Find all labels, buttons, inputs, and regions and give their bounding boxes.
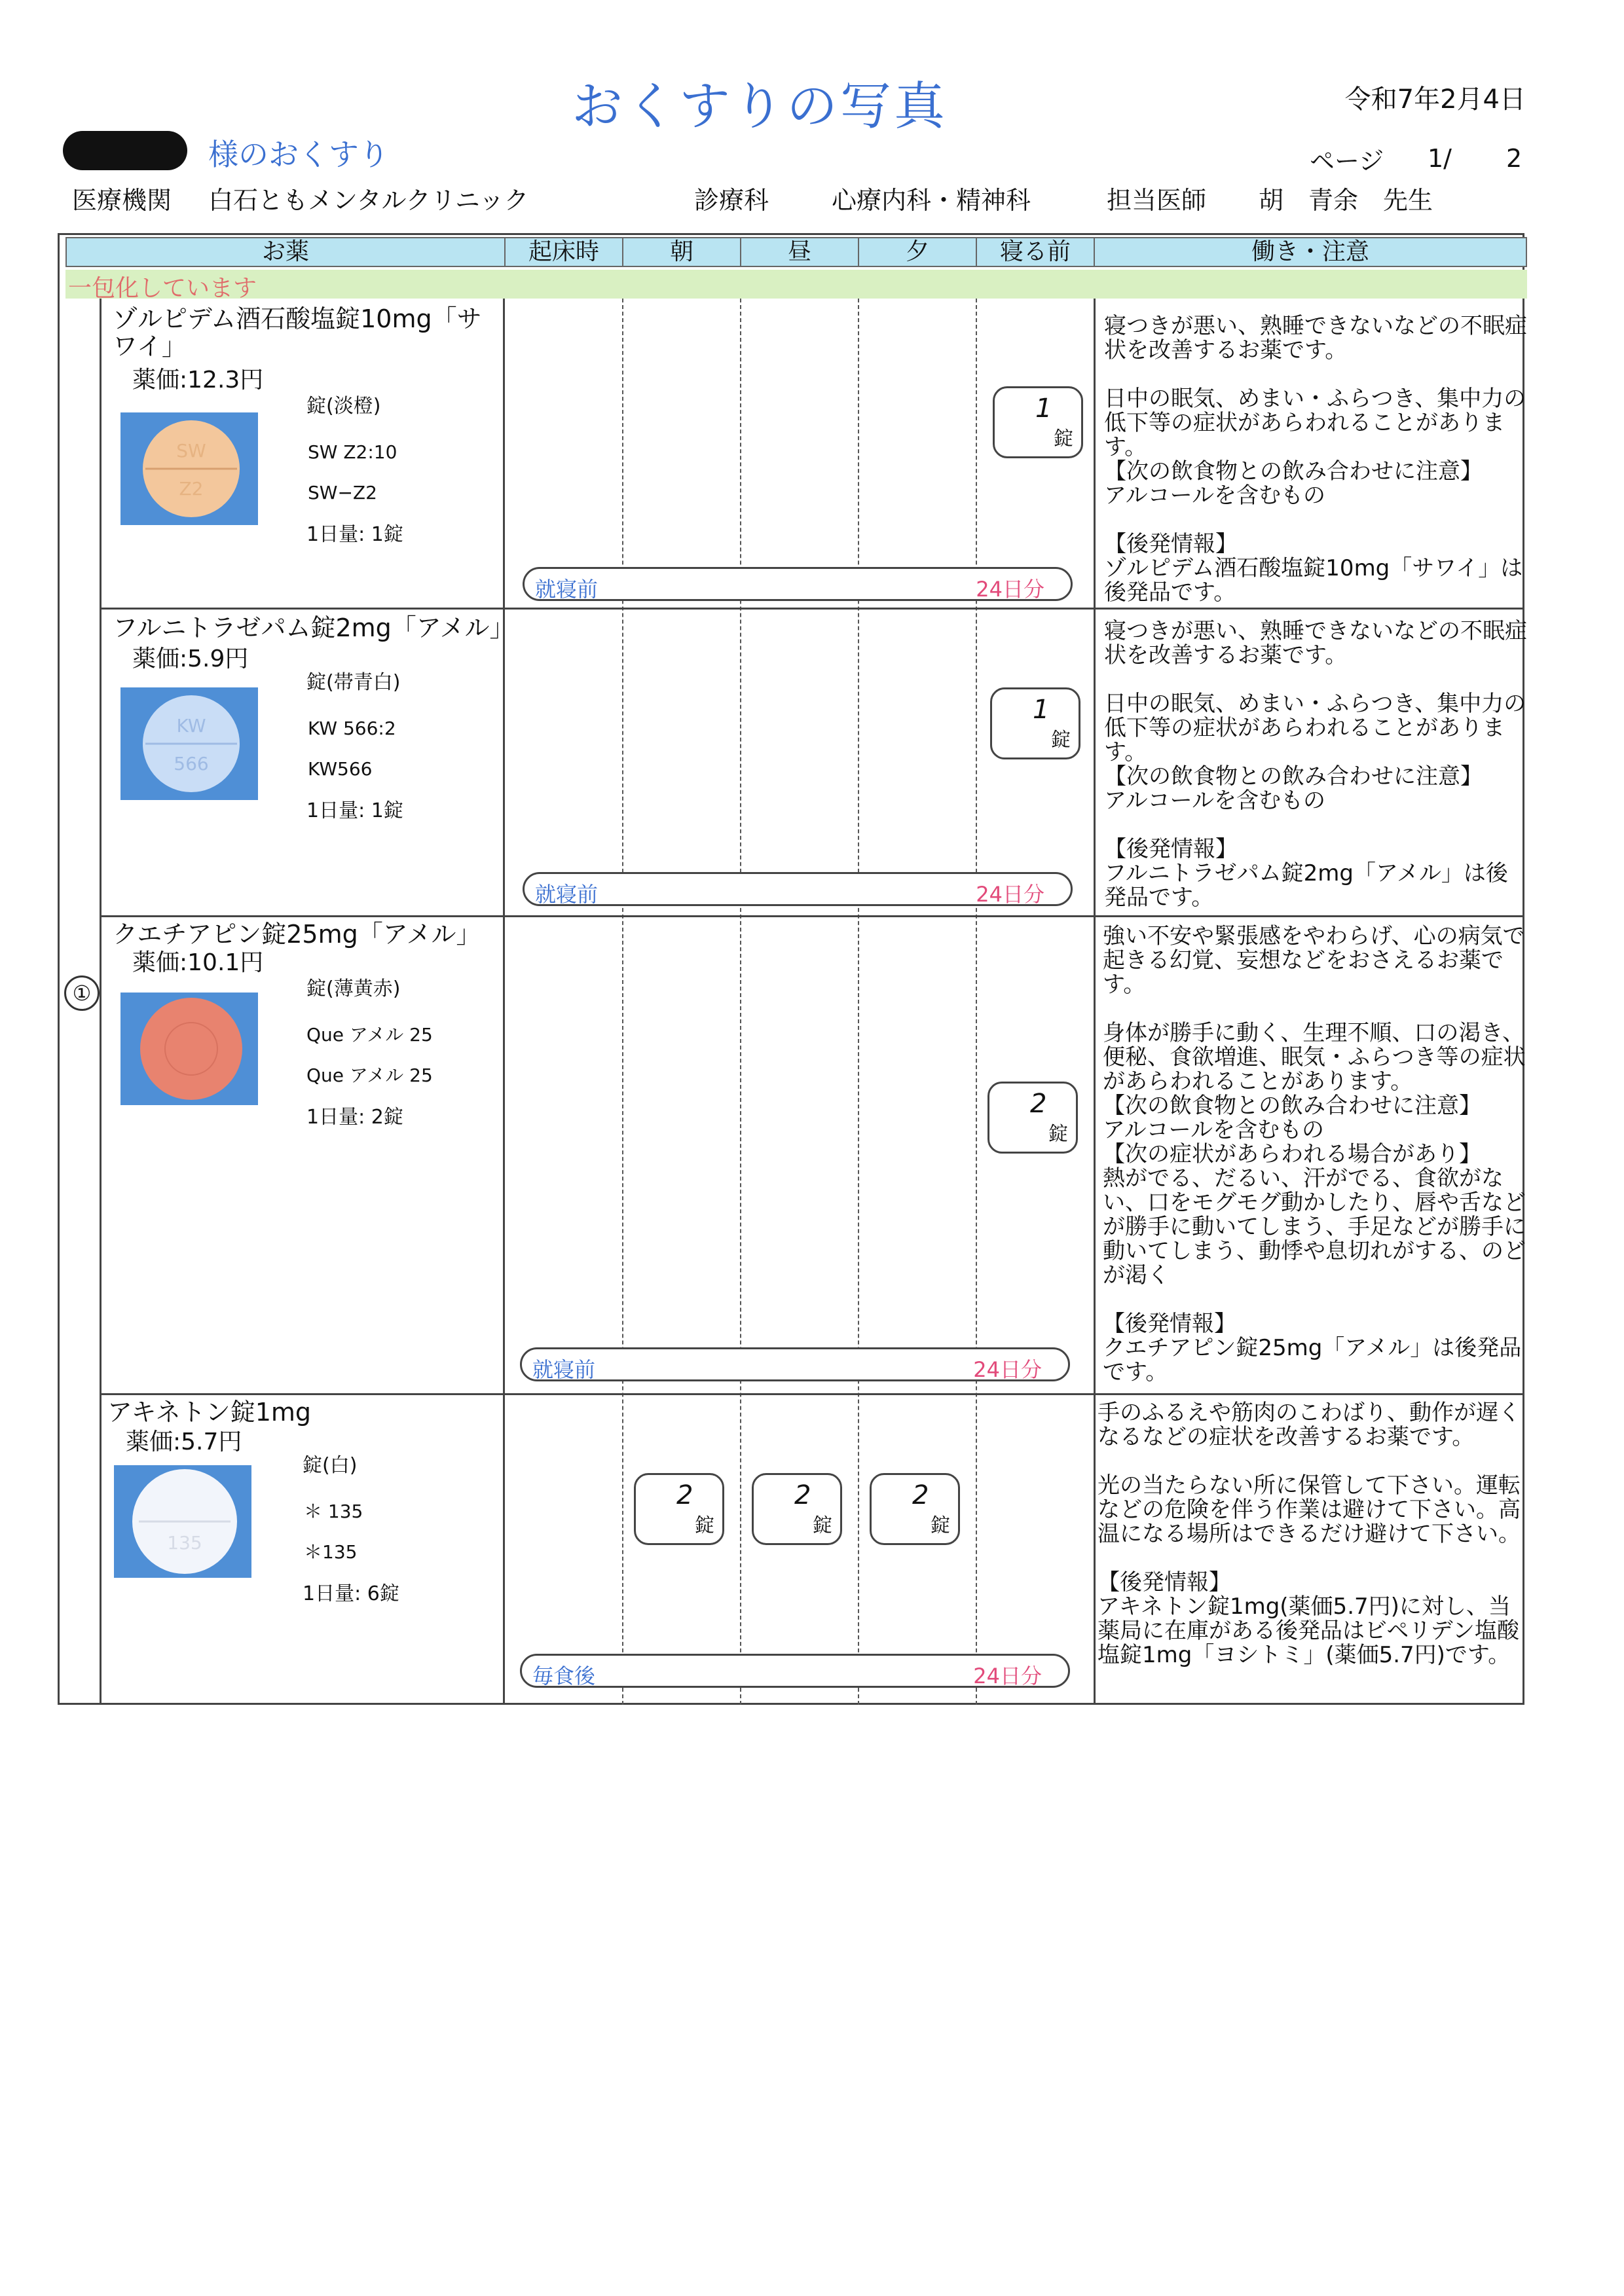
doctor-name: 胡 青余 先生 — [1259, 186, 1433, 215]
table-header — [65, 237, 1527, 267]
pill-image — [120, 687, 258, 800]
svg-text:KW: KW — [176, 715, 206, 737]
drug-notes: 寝つきが悪い、熟睡できないなどの不眠症状を改善するお薬です。 日中の眠気、めまい・ふらつき、集中力の低下等の症状があらわれることがあります。 【次の飲食物との飲み合わせに注意】 アルコールを含むもの 【後発情報】 フルニトラゼパム錠2mg「アメル」は後発品です。 — [1104, 618, 1527, 911]
header-wake: 起床時 — [506, 238, 623, 266]
daily-amount: 1日量: 1錠 — [306, 523, 403, 546]
header-evening: 夕 — [859, 238, 977, 266]
page-label: ページ — [1310, 147, 1384, 175]
pill-mark: ＊135 — [304, 1541, 358, 1563]
daily-amount: 1日量: 2錠 — [306, 1106, 403, 1129]
dose-bedtime: 1 錠 — [993, 386, 1083, 458]
dose-bedtime: 1 錠 — [990, 687, 1080, 759]
drug-name: アキネトン錠1mg — [107, 1398, 312, 1427]
header-notes: 働き・注意 — [1251, 238, 1369, 265]
department-label: 診療科 — [694, 186, 769, 215]
pill-form: 錠(帯青白) — [306, 671, 401, 694]
drug-price: 薬価:12.3円 — [132, 367, 264, 393]
pill-mark: ＊ 135 — [304, 1501, 363, 1522]
page-title: おくすりの写真 — [571, 77, 948, 136]
patient-suffix: 様のおくすり — [208, 137, 389, 172]
pill-form: 錠(薄黄赤) — [306, 977, 401, 1000]
svg-text:SW: SW — [176, 440, 206, 462]
drug-notes: 手のふるえや筋肉のこわばり、動作が遅くなるなどの症状を改善するお薬です。 光の当たらない所に保管して下さい。運転などの危険を伴う作業は避けて下さい。高温になる場所はできるだけ避けて下さい。 【後発情報】 アキネトン錠1mg(薬価5.7円)に対し、当薬局に在庫がある後発品はビペリデン塩酸塩錠1mg「ヨシトミ」(薬価5.7円)です。 — [1098, 1400, 1521, 1668]
drug-name: クエチアピン錠25mg「アメル」 — [113, 920, 481, 949]
header-medicine: お薬 — [67, 238, 506, 266]
dose-bedtime: 2 錠 — [987, 1082, 1078, 1154]
pill-mark: Que アメル 25 — [306, 1065, 433, 1086]
pill-form: 錠(淡橙) — [306, 395, 381, 418]
timing-bar: 就寝前 24日分 — [520, 1347, 1070, 1381]
doctor-label: 担当医師 — [1107, 186, 1207, 215]
dose-noon: 2 錠 — [752, 1473, 842, 1545]
daily-amount: 1日量: 6錠 — [303, 1582, 399, 1605]
drug-notes: 強い不安や緊張感をやわらげ、心の病気で起きる幻覚、妄想などをおさえるお薬です。 身体が勝手に動く、生理不順、口の渇き、便秘、食欲増進、眠気・ふらつき等の症状があらわれることがあります。 【次の飲食物との飲み合わせに注意】 アルコールを含むもの 【次の症状があらわれる場合があり】 熱がでる、だるい、汗がでる、食欲がない、口をモグモグ動かしたり、唇や舌などが勝手に動いてしまう、手足などが勝手に動いてしまう、動悸や息切れがする、のどが渇く 【後発情報】 クエチアピン錠25mg「アメル」は後発品です。 — [1103, 923, 1526, 1385]
pill-mark: KW566 — [308, 758, 373, 780]
pill-image — [120, 993, 258, 1105]
pill-image — [114, 1465, 251, 1578]
pill-mark: KW 566:2 — [308, 718, 396, 739]
svg-text:566: 566 — [174, 753, 209, 774]
timing-bar: 就寝前 24日分 — [523, 567, 1073, 601]
timing-bar: 就寝前 24日分 — [523, 872, 1073, 906]
pill-mark: SW−Z2 — [308, 482, 377, 503]
institution-name: 白石ともメンタルクリニック — [208, 186, 529, 215]
group-label: 一包化しています — [68, 275, 257, 302]
drug-notes: 寝つきが悪い、熟睡できないなどの不眠症状を改善するお薬です。 日中の眠気、めまい・ふらつき、集中力の低下等の症状があらわれることがあります。 【次の飲食物との飲み合わせに注意】 アルコールを含むもの 【後発情報】 ゾルピデム酒石酸塩錠10mg「サワイ」は後発品です。 — [1104, 313, 1527, 606]
svg-text:Z2: Z2 — [179, 478, 204, 500]
header-noon: 昼 — [741, 238, 859, 266]
group-number: ① — [64, 975, 100, 1011]
pill-form: 錠(白) — [303, 1454, 358, 1477]
pill-mark: Que アメル 25 — [306, 1024, 433, 1046]
svg-text:135: 135 — [167, 1532, 202, 1554]
page-current: 1/ — [1428, 144, 1452, 173]
drug-price: 薬価:10.1円 — [132, 949, 264, 976]
pill-mark: SW Z2:10 — [308, 441, 397, 463]
drug-price: 薬価:5.7円 — [126, 1429, 242, 1455]
group-row — [65, 270, 1527, 299]
header-morning: 朝 — [623, 238, 741, 266]
header-bedtime: 寝る前 — [977, 238, 1095, 266]
pill-image — [120, 412, 258, 525]
redacted-patient-name — [63, 131, 187, 170]
drug-name: フルニトラゼパム錠2mg「アメル」 — [113, 613, 515, 642]
daily-amount: 1日量: 1錠 — [306, 799, 403, 822]
institution-label: 医療機関 — [72, 186, 172, 215]
dose-evening: 2 錠 — [870, 1473, 960, 1545]
dose-morning: 2 錠 — [634, 1473, 724, 1545]
drug-name: ゾルピデム酒石酸塩錠10mg「サワイ」 — [113, 304, 482, 361]
issue-date: 令和7年2月4日 — [1344, 84, 1526, 115]
page-total: 2 — [1506, 144, 1522, 173]
timing-bar: 毎食後 24日分 — [520, 1654, 1070, 1688]
department-name: 心療内科・精神科 — [832, 186, 1031, 215]
drug-price: 薬価:5.9円 — [132, 646, 249, 672]
